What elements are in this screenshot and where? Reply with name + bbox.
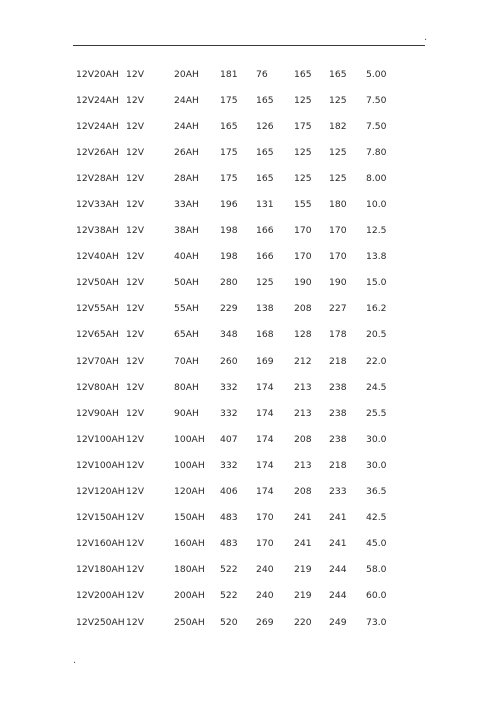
table-cell: 5.00 <box>366 68 387 80</box>
table-cell: 12V70AH <box>76 355 119 367</box>
table-row <box>76 583 396 609</box>
table-cell: 190 <box>294 277 312 289</box>
table-cell: 483 <box>220 512 238 524</box>
table-cell: 120AH <box>174 486 205 498</box>
table-cell: 238 <box>329 433 347 445</box>
table-cell: 12V55AH <box>76 303 119 315</box>
table-cell: 240 <box>256 564 274 576</box>
table-cell: 227 <box>329 303 347 315</box>
table-cell: 10.0 <box>366 199 387 211</box>
table-cell: 170 <box>329 225 347 237</box>
table-cell: 174 <box>256 486 274 498</box>
table-cell: 407 <box>220 433 238 445</box>
table-cell: 175 <box>220 146 238 158</box>
table-cell: 155 <box>294 199 312 211</box>
table-cell: 12V100AH <box>76 433 125 445</box>
table-cell: 175 <box>294 120 312 132</box>
table-cell: 12V <box>126 564 144 576</box>
table-cell: 12V <box>126 94 144 106</box>
table-cell: 165 <box>256 146 274 158</box>
table-cell: 100AH <box>174 459 205 471</box>
table-cell: 244 <box>329 590 347 602</box>
table-row <box>76 244 396 270</box>
table-cell: 249 <box>329 616 347 628</box>
table-cell: 73.0 <box>366 616 387 628</box>
header-mark: . <box>424 32 428 43</box>
table-cell: 100AH <box>174 433 205 445</box>
table-cell: 38AH <box>174 225 199 237</box>
table-cell: 160AH <box>174 538 205 550</box>
table-cell: 174 <box>256 407 274 419</box>
table-cell: 332 <box>220 459 238 471</box>
table-cell: 12V <box>126 590 144 602</box>
table-cell: 190 <box>329 277 347 289</box>
table-cell: 28AH <box>174 172 199 184</box>
table-cell: 174 <box>256 381 274 393</box>
table-row <box>76 270 396 296</box>
table-cell: 24AH <box>174 120 199 132</box>
table-cell: 180AH <box>174 564 205 576</box>
battery-spec-table <box>76 61 396 635</box>
header-rule <box>73 45 425 46</box>
table-cell: 12V <box>126 329 144 341</box>
table-cell: 168 <box>256 329 274 341</box>
table-cell: 12V <box>126 120 144 132</box>
table-cell: 12V50AH <box>76 277 119 289</box>
table-cell: 13.8 <box>366 251 387 263</box>
table-cell: 198 <box>220 251 238 263</box>
table-cell: 125 <box>256 277 274 289</box>
table-cell: 238 <box>329 381 347 393</box>
table-cell: 208 <box>294 433 312 445</box>
table-cell: 178 <box>329 329 347 341</box>
table-row <box>76 218 396 244</box>
table-cell: 170 <box>294 251 312 263</box>
table-row <box>76 479 396 505</box>
table-cell: 12V100AH <box>76 459 125 471</box>
table-row <box>76 531 396 557</box>
table-row <box>76 191 396 217</box>
table-row <box>76 348 396 374</box>
table-cell: 12V <box>126 433 144 445</box>
table-cell: 12V38AH <box>76 225 119 237</box>
table-cell: 12V <box>126 251 144 263</box>
table-cell: 12V33AH <box>76 199 119 211</box>
table-cell: 12V <box>126 355 144 367</box>
table-cell: 208 <box>294 303 312 315</box>
table-cell: 36.5 <box>366 486 387 498</box>
table-cell: 8.00 <box>366 172 387 184</box>
table-cell: 520 <box>220 616 238 628</box>
table-cell: 165 <box>256 172 274 184</box>
table-cell: 12.5 <box>366 225 387 237</box>
table-cell: 60.0 <box>366 590 387 602</box>
table-cell: 7.80 <box>366 146 387 158</box>
table-cell: 213 <box>294 407 312 419</box>
table-cell: 138 <box>256 303 274 315</box>
table-cell: 182 <box>329 120 347 132</box>
table-cell: 170 <box>294 225 312 237</box>
table-cell: 12V40AH <box>76 251 119 263</box>
table-cell: 166 <box>256 251 274 263</box>
table-cell: 90AH <box>174 407 199 419</box>
table-cell: 12V <box>126 538 144 550</box>
table-cell: 30.0 <box>366 433 387 445</box>
table-row <box>76 322 396 348</box>
table-cell: 12V26AH <box>76 146 119 158</box>
table-cell: 126 <box>256 120 274 132</box>
table-cell: 218 <box>329 459 347 471</box>
table-cell: 332 <box>220 407 238 419</box>
table-cell: 12V180AH <box>76 564 125 576</box>
battery-spec-table-body <box>76 61 396 635</box>
table-cell: 240 <box>256 590 274 602</box>
table-cell: 170 <box>256 512 274 524</box>
table-cell: 406 <box>220 486 238 498</box>
table-row <box>76 113 396 139</box>
table-cell: 238 <box>329 407 347 419</box>
table-cell: 12V <box>126 277 144 289</box>
table-cell: 208 <box>294 486 312 498</box>
table-cell: 80AH <box>174 381 199 393</box>
table-cell: 241 <box>294 512 312 524</box>
table-cell: 166 <box>256 225 274 237</box>
table-cell: 213 <box>294 381 312 393</box>
table-cell: 212 <box>294 355 312 367</box>
table-row <box>76 505 396 531</box>
table-cell: 12V28AH <box>76 172 119 184</box>
table-cell: 12V <box>126 459 144 471</box>
table-cell: 12V <box>126 199 144 211</box>
table-cell: 180 <box>329 199 347 211</box>
table-cell: 7.50 <box>366 94 387 106</box>
table-cell: 125 <box>294 172 312 184</box>
table-cell: 260 <box>220 355 238 367</box>
table-row <box>76 426 396 452</box>
table-cell: 24AH <box>174 94 199 106</box>
table-cell: 12V <box>126 486 144 498</box>
table-cell: 131 <box>256 199 274 211</box>
table-cell: 522 <box>220 564 238 576</box>
table-cell: 12V <box>126 407 144 419</box>
table-cell: 16.2 <box>366 303 387 315</box>
table-cell: 170 <box>256 538 274 550</box>
table-cell: 12V24AH <box>76 120 119 132</box>
table-cell: 522 <box>220 590 238 602</box>
table-cell: 241 <box>294 538 312 550</box>
table-cell: 175 <box>220 172 238 184</box>
table-cell: 12V <box>126 146 144 158</box>
table-cell: 125 <box>329 172 347 184</box>
table-cell: 196 <box>220 199 238 211</box>
table-cell: 12V250AH <box>76 616 125 628</box>
table-cell: 20AH <box>174 68 199 80</box>
table-cell: 55AH <box>174 303 199 315</box>
table-cell: 15.0 <box>366 277 387 289</box>
table-cell: 12V <box>126 303 144 315</box>
table-row <box>76 557 396 583</box>
table-cell: 70AH <box>174 355 199 367</box>
table-cell: 20.5 <box>366 329 387 341</box>
table-cell: 219 <box>294 564 312 576</box>
table-cell: 12V150AH <box>76 512 125 524</box>
table-cell: 181 <box>220 68 238 80</box>
table-row <box>76 374 396 400</box>
table-cell: 219 <box>294 590 312 602</box>
table-cell: 12V <box>126 381 144 393</box>
table-cell: 65AH <box>174 329 199 341</box>
table-cell: 213 <box>294 459 312 471</box>
table-cell: 198 <box>220 225 238 237</box>
table-cell: 12V80AH <box>76 381 119 393</box>
table-cell: 12V <box>126 616 144 628</box>
table-cell: 40AH <box>174 251 199 263</box>
table-cell: 229 <box>220 303 238 315</box>
table-cell: 12V90AH <box>76 407 119 419</box>
table-cell: 332 <box>220 381 238 393</box>
table-cell: 12V160AH <box>76 538 125 550</box>
table-cell: 233 <box>329 486 347 498</box>
table-cell: 165 <box>256 94 274 106</box>
table-cell: 26AH <box>174 146 199 158</box>
table-cell: 220 <box>294 616 312 628</box>
table-cell: 348 <box>220 329 238 341</box>
table-cell: 244 <box>329 564 347 576</box>
footer-mark: . <box>73 655 77 666</box>
table-cell: 25.5 <box>366 407 387 419</box>
table-cell: 24.5 <box>366 381 387 393</box>
table-cell: 165 <box>329 68 347 80</box>
table-cell: 165 <box>220 120 238 132</box>
table-cell: 250AH <box>174 616 205 628</box>
table-cell: 128 <box>294 329 312 341</box>
table-cell: 125 <box>294 146 312 158</box>
table-cell: 12V65AH <box>76 329 119 341</box>
table-cell: 125 <box>329 94 347 106</box>
table-cell: 241 <box>329 512 347 524</box>
table-cell: 12V <box>126 172 144 184</box>
table-cell: 483 <box>220 538 238 550</box>
table-cell: 175 <box>220 94 238 106</box>
table-cell: 7.50 <box>366 120 387 132</box>
table-cell: 12V120AH <box>76 486 125 498</box>
table-cell: 45.0 <box>366 538 387 550</box>
table-cell: 12V24AH <box>76 94 119 106</box>
table-row <box>76 139 396 165</box>
table-cell: 125 <box>329 146 347 158</box>
table-cell: 170 <box>329 251 347 263</box>
table-row <box>76 400 396 426</box>
table-cell: 174 <box>256 433 274 445</box>
table-cell: 50AH <box>174 277 199 289</box>
table-cell: 30.0 <box>366 459 387 471</box>
table-cell: 125 <box>294 94 312 106</box>
table-row <box>76 609 396 635</box>
table-cell: 12V20AH <box>76 68 119 80</box>
table-cell: 12V <box>126 68 144 80</box>
table-cell: 280 <box>220 277 238 289</box>
table-cell: 218 <box>329 355 347 367</box>
table-cell: 22.0 <box>366 355 387 367</box>
table-cell: 241 <box>329 538 347 550</box>
table-cell: 269 <box>256 616 274 628</box>
table-cell: 12V <box>126 512 144 524</box>
table-cell: 174 <box>256 459 274 471</box>
table-cell: 169 <box>256 355 274 367</box>
table-row <box>76 87 396 113</box>
table-row <box>76 61 396 87</box>
table-cell: 33AH <box>174 199 199 211</box>
table-cell: 76 <box>256 68 268 80</box>
table-cell: 58.0 <box>366 564 387 576</box>
table-cell: 12V200AH <box>76 590 125 602</box>
table-cell: 150AH <box>174 512 205 524</box>
table-row <box>76 452 396 478</box>
table-cell: 42.5 <box>366 512 387 524</box>
table-row <box>76 296 396 322</box>
table-cell: 12V <box>126 225 144 237</box>
table-cell: 200AH <box>174 590 205 602</box>
table-cell: 165 <box>294 68 312 80</box>
table-row <box>76 165 396 191</box>
